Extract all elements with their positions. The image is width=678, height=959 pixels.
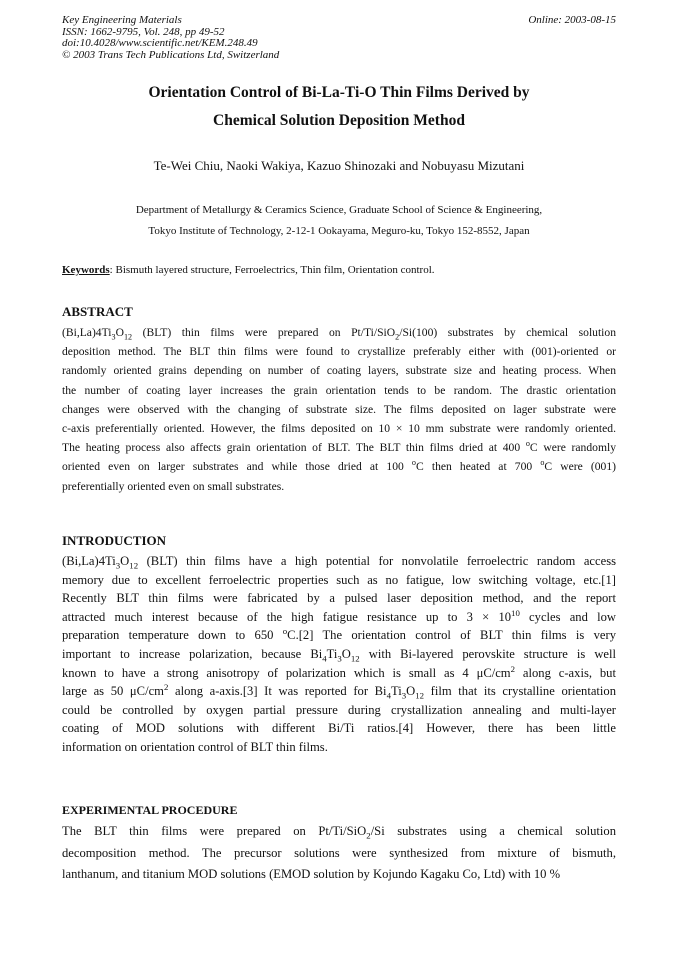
- abstract-body-line: preferentially oriented even on small substrates.: [62, 479, 285, 493]
- experimental-body-line: decomposition method. The precursor solutions were synthesized from mixture of bismuth,: [62, 845, 616, 860]
- author-list: Te-Wei Chiu, Naoki Wakiya, Kazuo Shinozaki and Nobuyasu Mizutani: [153, 158, 525, 173]
- experimental-body-line: The BLT thin films were prepared on Pt/Ti/SiO$_2$/Si substrates using a chemical solution: [62, 824, 617, 841]
- introduction-body-line: large as 50 $\mu C/cm^2$ along a-axis.[3] It was reported for $Bi_4Ti_3O_{12}$ film that its crystalline orientation: [62, 681, 617, 701]
- abstract-body-line: The heating process also affects grain orientation of BLT. The BLT thin films dried at 400 $^o$C were randomly: [62, 439, 616, 455]
- affiliation-line-2: Tokyo Institute of Technology, 2-12-1 Ookayama, Meguro-ku, Tokyo 152-8552, Japan: [148, 224, 530, 237]
- introduction-body-line: preparation temperature down to 650 $^o$C.[2] The orientation control of BLT thin films is very: [62, 626, 616, 643]
- issn-line: ISSN: 1662-9795, Vol. 248, pp 49-52: [62, 25, 225, 38]
- title-line-2: Chemical Solution Deposition Method: [213, 112, 465, 129]
- journal-name: Key Engineering Materials: [62, 14, 182, 26]
- paper-title: [62, 79, 616, 135]
- introduction-body-line: coating of MOD solutions with different Bi/Ti ratios.[4] However, there has been little: [62, 721, 616, 736]
- title-line-1: Orientation Control of Bi-La-Ti-O Thin Films Derived by: [148, 84, 530, 101]
- keywords: [62, 264, 616, 276]
- introduction-body-line: $(Bi,La)4Ti_3O_{12}$ (BLT) thin films have a high potential for nonvolatile ferroelectric random access: [62, 554, 616, 571]
- abstract-body: [62, 323, 616, 496]
- introduction-body-line: known to have a strong anisotropy of polarization which is small as 4 $\mu C/cm^2$ along c-axis, but: [62, 663, 616, 680]
- introduction-body-line: information on orientation control of BLT thin films.: [62, 739, 328, 754]
- abstract-body-line: oriented even on larger substrates and while those dried at 100 $^o$C then heated at 700 $^o$C were (001): [62, 458, 616, 474]
- abstract-body-line: c-axis preferentially oriented. However, the films deposited on 10 × 10 mm substrate were randomly oriented.: [62, 422, 616, 436]
- introduction-body-line: Recently BLT thin films were fabricated by a pulsed laser deposition method, and the report: [62, 591, 616, 606]
- abstract-body-line: changes were observed with the changing of substrate size. The films deposited on lager substrate were: [62, 402, 616, 416]
- abstract-body-line: deposition method. The BLT thin films were found to crystallize preferably either with (001)-oriented or: [62, 345, 616, 359]
- doi-line: doi:10.4028/www.scientific.net/KEM.248.49: [62, 37, 258, 49]
- keywords-text: : Bismuth layered structure, Ferroelectrics, Thin film, Orientation control.: [109, 264, 435, 276]
- online-date: Online: 2003-08-15: [528, 14, 616, 26]
- abstract-body-line: the number of coating layer increases the grain orientation tends to be random. The drastic orientation: [62, 383, 616, 397]
- introduction-body-line: could be controlled by oxygen partial pressure during crystallization annealing and multi-layer: [62, 702, 616, 717]
- affiliation: [62, 200, 616, 241]
- introduction-body: [62, 552, 616, 757]
- experimental-body: [62, 821, 616, 886]
- keywords-label: Keywords: [62, 264, 110, 276]
- abstract-body-line: $(Bi,La)4Ti_3O_{12}$ (BLT) thin films were prepared on Pt/Ti/SiO$_2$/Si(100) substrates by chemical solution: [62, 326, 616, 342]
- affiliation-line-1: Department of Metallurgy & Ceramics Science, Graduate School of Science & Engineering,: [135, 204, 543, 216]
- introduction-body-line: attracted much interest because of the high fatigue resistance up to $3 \times 10^{10}$ cycles and low: [62, 607, 616, 624]
- copyright-line: © 2003 Trans Tech Publications Ltd, Switzerland: [62, 48, 280, 61]
- introduction-heading: INTRODUCTION: [62, 533, 167, 548]
- introduction-body-line: memory due to excellent ferroelectric properties such as no fatigue, low switching voltage, etc.[1]: [62, 572, 616, 587]
- experimental-heading: EXPERIMENTAL PROCEDURE: [62, 803, 238, 817]
- journal-metadata: [62, 15, 279, 61]
- experimental-body-line: lanthanum, and titanium MOD solutions (EMOD solution by Kojundo Kagaku Co, Ltd) with 10 %: [62, 867, 561, 881]
- introduction-body-line: important to increase polarization, because $Bi_4Ti_3O_{12}$ with Bi-layered perovskite structure is well: [62, 646, 617, 664]
- abstract-body-line: randomly oriented grains depending on number of coating layers, substrate size and heating process. When: [62, 364, 616, 378]
- abstract-heading: ABSTRACT: [62, 304, 133, 319]
